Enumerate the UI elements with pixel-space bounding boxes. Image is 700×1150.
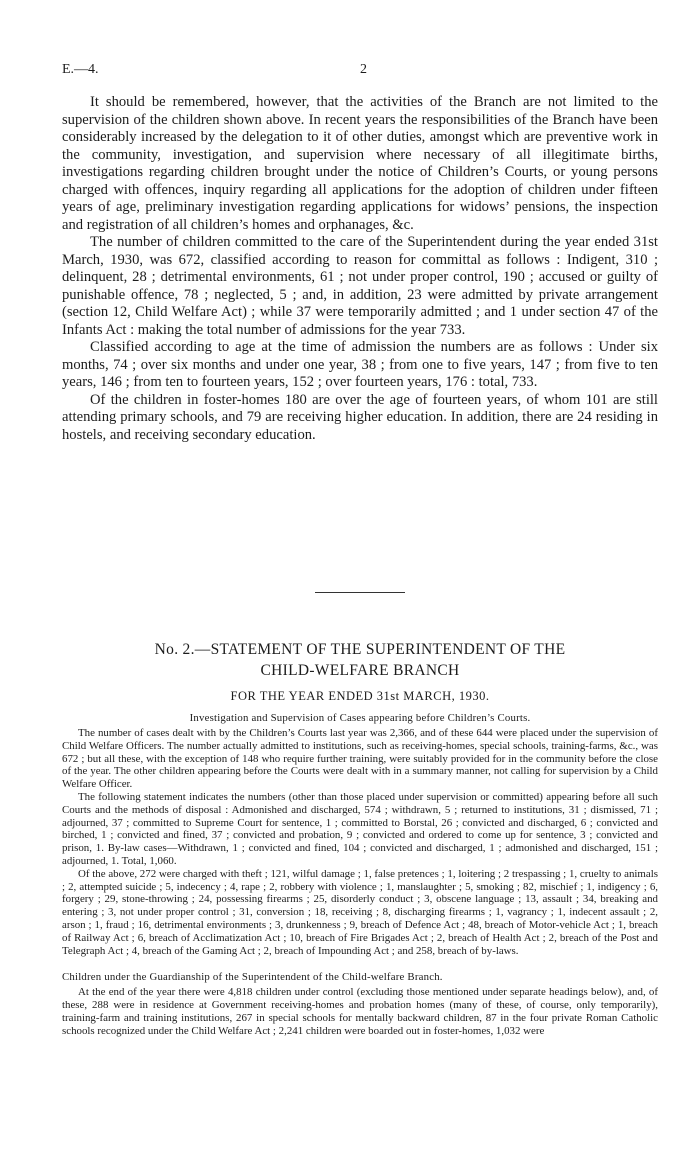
intro-paragraph: It should be remembered, however, that the activities of the Branch are not limited to the supervision of the children shown above. In recent years the responsibilities of the Branch have been considerably increased by the delegation to it of other duties, amongst which are preventive work in the community, investigation, and supervision where necessary of all illegitimate births, investigations regarding children brought under the notice of Children’s Courts, or young persons charged with offences, inquiry regarding all applications for the adoption of children under fifteen years of age, preliminary investigation regarding applications for widows’ pensions, the inspection and registration of all children’s homes and orphanages, &c.: [62, 94, 658, 233]
page-header: [62, 62, 658, 84]
section-divider: [315, 592, 405, 593]
body-paragraph: The number of cases dealt with by the Children’s Courts last year was 2,366, and of these 644 were placed under the supervision of Child Welfare Officers. The number actually admitted to institutions, such as receiving-homes, special schools, training-farms, &c., was 672 ; but all these, with the exception of 148 who require further training, were suitably provided for in the community before the close of the year. The other children appearing before the Courts were dealt with in a summary manner, not calling for supervision by a Child Welfare Officer.: [62, 727, 658, 791]
statement-title-line: No. 2.—STATEMENT OF THE SUPERINTENDENT OF THE: [154, 641, 566, 658]
body-paragraph: At the end of the year there were 4,818 children under control (excluding those mentioned under separate headings below), and, of these, 288 were in residence at Government receiving-homes and probation homes (many of these, of course, only temporarily), training-farm and training institutions, 267 in special schools for mentally backward children, 87 in the four private Roman Catholic schools recognized under the Child Welfare Act ; 2,241 children were boarded out in foster-homes, 1,032 were: [62, 986, 658, 1037]
document-reference: E.—4.: [62, 62, 99, 77]
section-courts-body: [62, 727, 658, 957]
section-guardianship-body: [62, 986, 658, 1037]
intro-paragraph: Classified according to age at the time of admission the numbers are as follows : Under six months, 74 ; over six months and under one year, 38 ; from one to five years, 147 ; from five to ten years, 146 ; from ten to fourteen years, 152 ; over fourteen years, 176 : total, 733.: [62, 339, 658, 390]
section-heading-courts: Investigation and Supervision of Cases appearing before Children’s Courts.: [189, 712, 531, 724]
intro-paragraph: The number of children committed to the care of the Superintendent during the year ended 31st March, 1930, was 672, classified according to reason for committal as follows : Indigent, 310 ; delinquent, 28 ; detrimental environments, 61 ; not under proper control, 190 ; accused or guilty of punishable offence, 78 ; neglected, 5 ; and, in addition, 23 were admitted by private arrangement (section 12, Child Welfare Act) ; while 37 were temporarily admitted ; and 1 under section 47 of the Infants Act : making the total number of admissions for the year 733.: [62, 234, 658, 338]
statement-title-line: CHILD-WELFARE BRANCH: [260, 662, 460, 679]
intro-paragraph: Of the children in foster-homes 180 are over the age of fourteen years, of whom 101 are still attending primary schools, and 79 are receiving higher education. In addition, there are 24 residing in hostels, and receiving secondary education.: [62, 391, 658, 443]
page-number: 2: [360, 62, 367, 77]
body-paragraph: The following statement indicates the numbers (other than those placed under supervision or committed) appearing before all such Courts and the methods of disposal : Admonished and discharged, 574 ; withdrawn, 5 ; returned to institutions, 31 ; dismissed, 71 ; adjourned, 37 ; committed to Supreme Court for sentence, 1 ; committed to Borstal, 26 ; convicted and discharged, 6 ; convicted and birched, 1 ; convicted and fined, 37 ; convicted and probation, 9 ; convicted and ordered to come up for sentence, 3 ; convicted and prison, 1. By-law cases—Withdrawn, 1 ; convicted and fined, 104 ; convicted and discharged, 1 ; admonished and discharged, 151 ; adjourned, 1. Total, 1,060.: [62, 790, 658, 867]
section-heading-guardianship: Children under the Guardianship of the Superintendent of the Child-welfare Branch.: [62, 971, 443, 984]
statement-subtitle: FOR THE YEAR ENDED 31st MARCH, 1930.: [230, 689, 490, 703]
intro-section: [62, 94, 658, 444]
body-paragraph: Of the above, 272 were charged with theft ; 121, wilful damage ; 1, false pretences ; 1, loitering ; 2 trespassing ; 1, cruelty to animals ; 2, attempted suicide ; 5, indecency ; 4, rape ; 2, robbery with violence ; 1, manslaughter ; 5, smoking ; 82, mischief ; 1, indigency ; 6, forgery ; 29, stone-throwing ; 24, possessing firearms ; 25, disorderly conduct ; 3, obscene language ; 13, assault ; 34, breaking and entering ; 3, not under proper control ; 31, conversion ; 18, receiving ; 8, discharging firearms ; 1, vagrancy ; 1, indecent assault ; 2, arson ; 1, fraud ; 16, detrimental environments ; 3, drunkenness ; 9, breach of Defence Act ; 48, breach of Motor-vehicle Act ; 1, breach of Railway Act ; 6, breach of Acclimatization Act ; 10, breach of Fire Brigades Act ; 2, breach of Health Act ; 2, breach of the Post and Telegraph Act ; 4, breach of the Gaming Act ; 2, breach of Impounding Act ; and 258, breach of by-laws.: [62, 867, 658, 957]
statement-title: [62, 639, 658, 681]
